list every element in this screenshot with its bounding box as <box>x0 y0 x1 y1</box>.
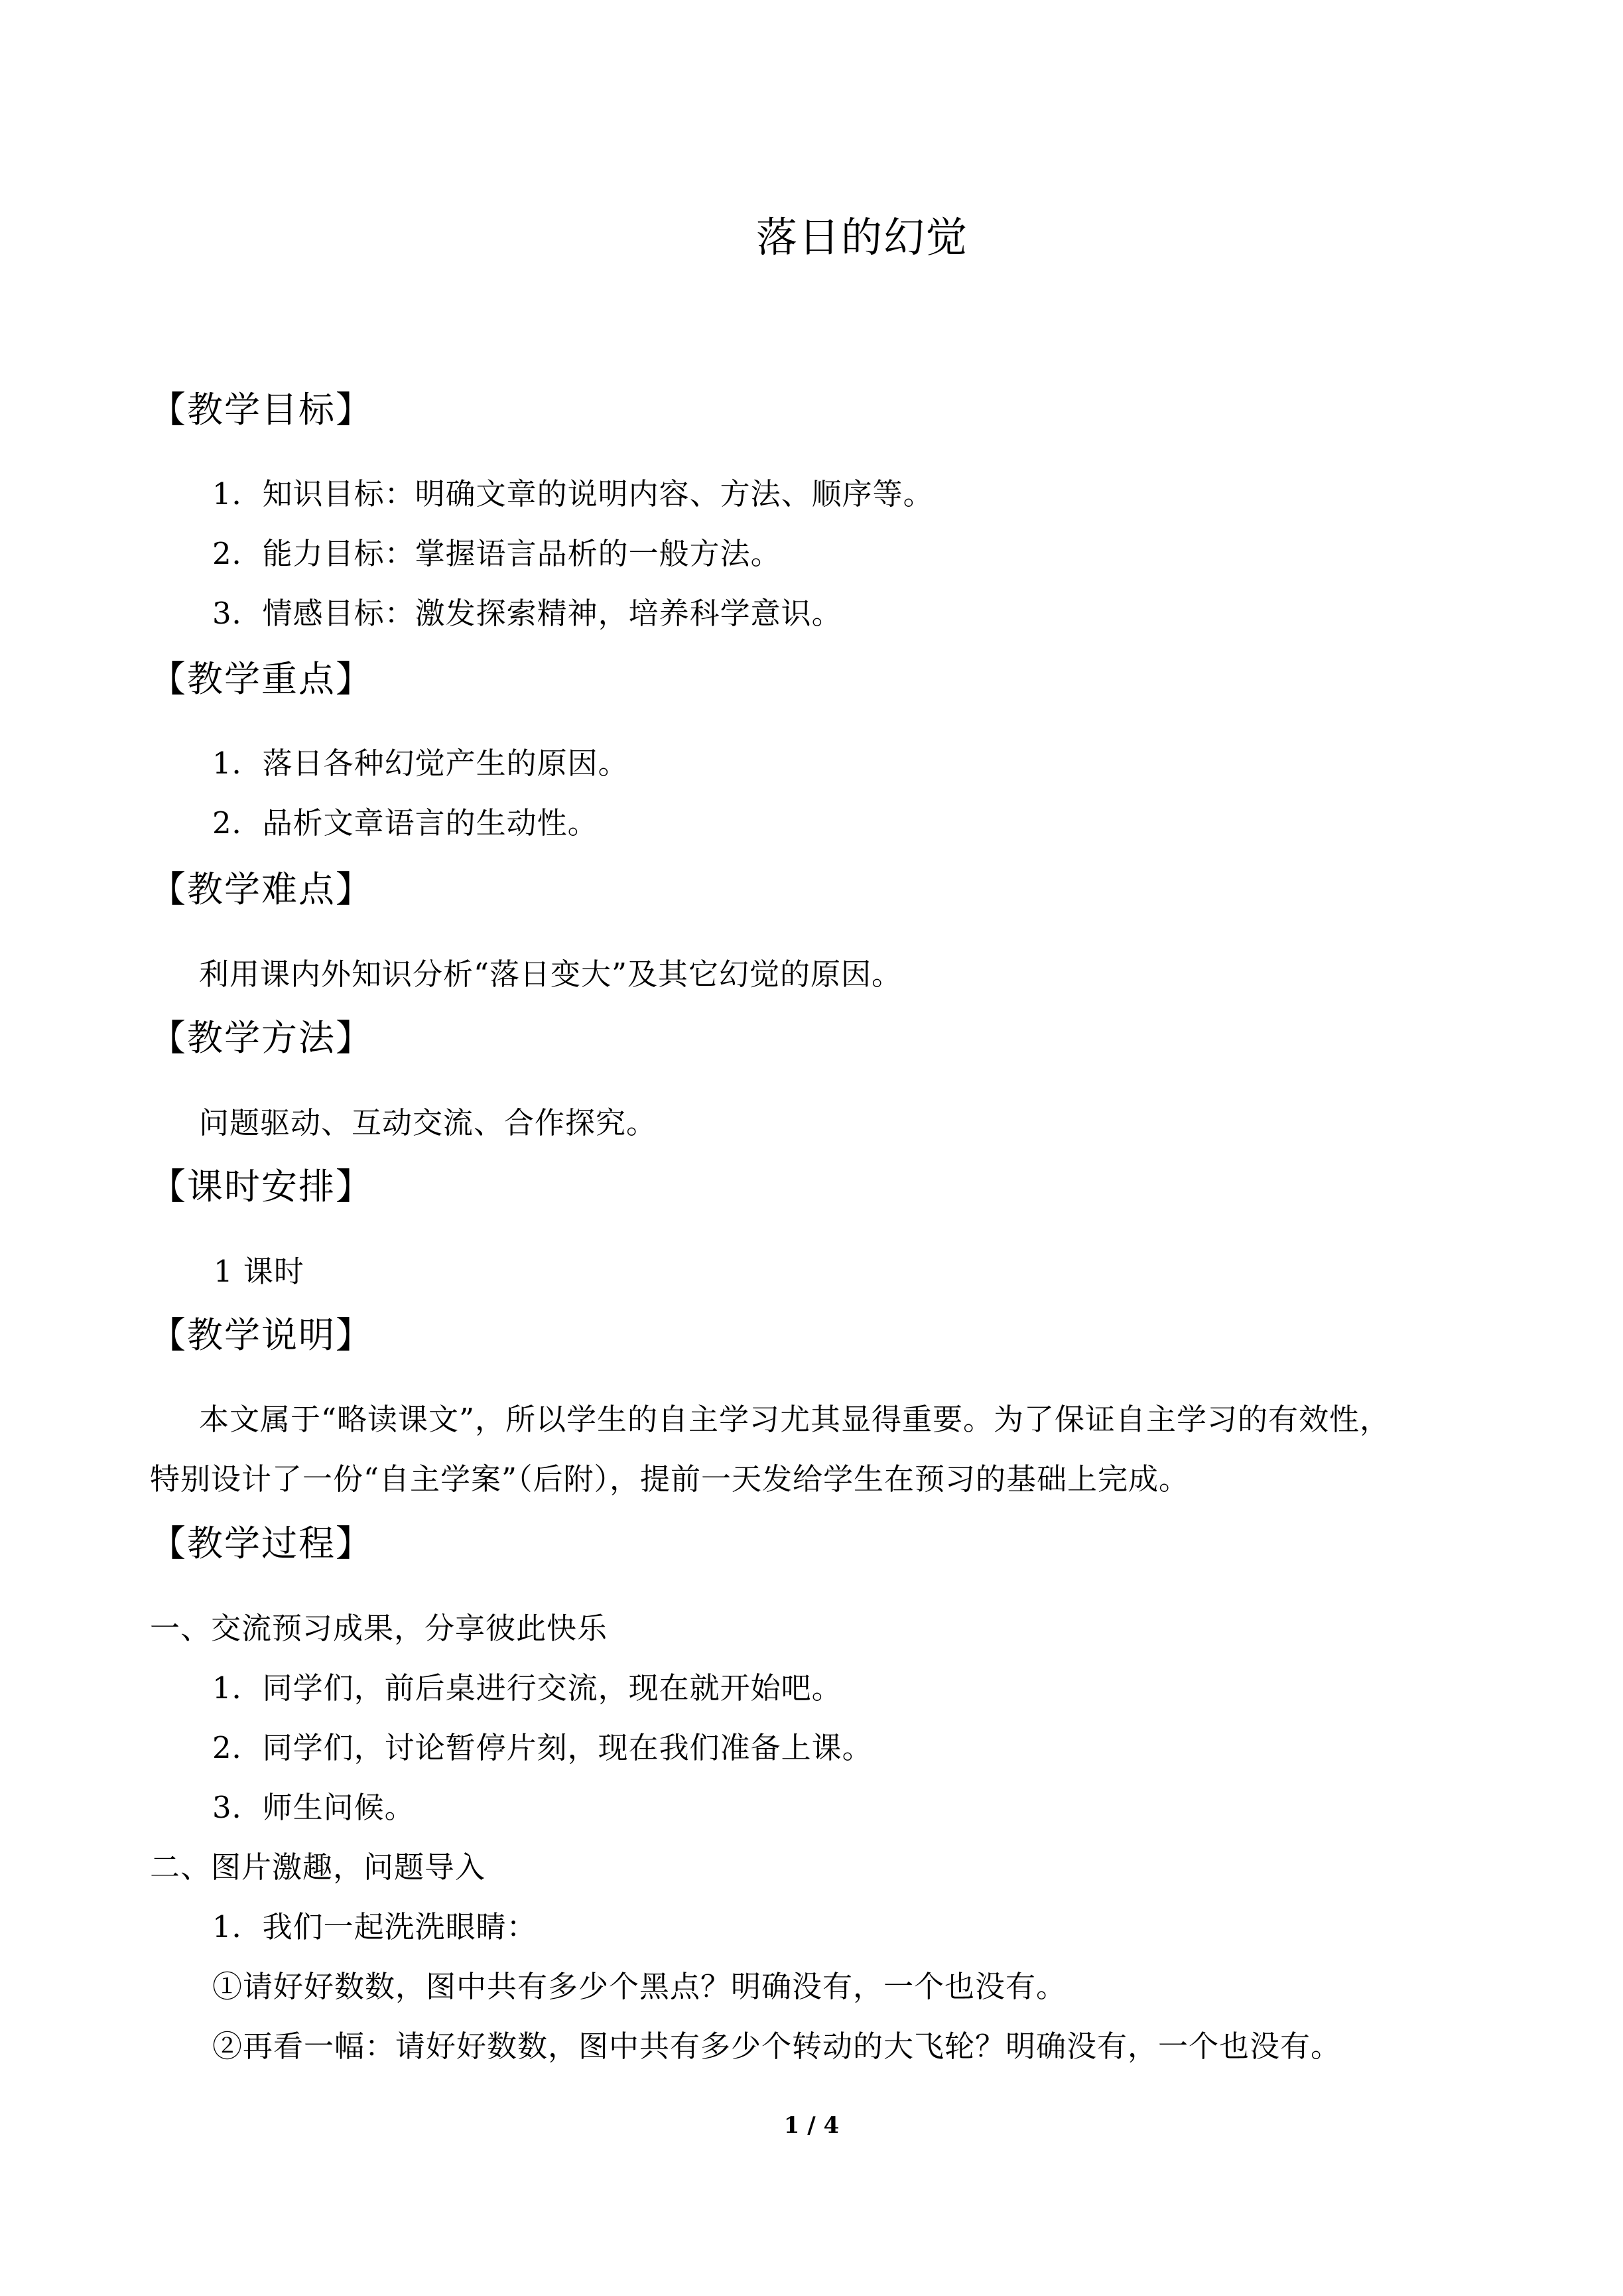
notes-line-1: 本文属于“略读课文”，所以学生的自主学习尤其显得重要。为了保证自主学习的有效性， <box>199 1402 1391 1437</box>
methods-text: 问题驱动、互动交流、合作探究。 <box>199 1105 657 1140</box>
page-title: 落日的幻觉 <box>755 213 968 261</box>
key-point-item-2: 2．品析文章语言的生动性。 <box>212 805 598 841</box>
page-number: 1 / 4 <box>783 2112 840 2139</box>
process-part2-item-2: ①请好好数数，图中共有多少个黑点？明确没有，一个也没有。 <box>212 1969 1067 2004</box>
heading-objectives: 【教学目标】 <box>150 389 373 431</box>
process-part2-item-1: 1．我们一起洗洗眼睛： <box>212 1909 537 1944</box>
objective-item-1: 1．知识目标：明确文章的说明内容、方法、顺序等。 <box>212 476 934 511</box>
difficulties-text: 利用课内外知识分析“落日变大”及其它幻觉的原因。 <box>199 957 903 992</box>
heading-process: 【教学过程】 <box>150 1522 373 1564</box>
heading-schedule: 【课时安排】 <box>150 1166 373 1207</box>
process-part1-item-2: 2．同学们，讨论暂停片刻，现在我们准备上课。 <box>212 1730 873 1765</box>
process-part2-title: 二、图片激趣，问题导入 <box>150 1850 486 1885</box>
objective-item-2: 2．能力目标：掌握语言品析的一般方法。 <box>212 536 781 571</box>
notes-line-2: 特别设计了一份“自主学案”（后附），提前一天发给学生在预习的基础上完成。 <box>150 1461 1190 1497</box>
schedule-text: 1 课时 <box>214 1254 304 1289</box>
heading-methods: 【教学方法】 <box>150 1017 373 1059</box>
heading-difficulties: 【教学难点】 <box>150 868 373 910</box>
key-point-item-1: 1．落日各种幻觉产生的原因。 <box>212 746 629 781</box>
process-part1-item-1: 1．同学们，前后桌进行交流，现在就开始吧。 <box>212 1670 842 1706</box>
heading-notes: 【教学说明】 <box>150 1314 373 1356</box>
process-part1-title: 一、交流预习成果，分享彼此快乐 <box>150 1611 608 1646</box>
objective-item-3: 3．情感目标：激发探索精神，培养科学意识。 <box>212 596 842 631</box>
heading-key-points: 【教学重点】 <box>150 658 373 700</box>
process-part1-item-3: 3．师生问候。 <box>212 1790 415 1825</box>
process-part2-item-3: ②再看一幅：请好好数数，图中共有多少个转动的大飞轮？明确没有，一个也没有。 <box>212 2029 1342 2064</box>
